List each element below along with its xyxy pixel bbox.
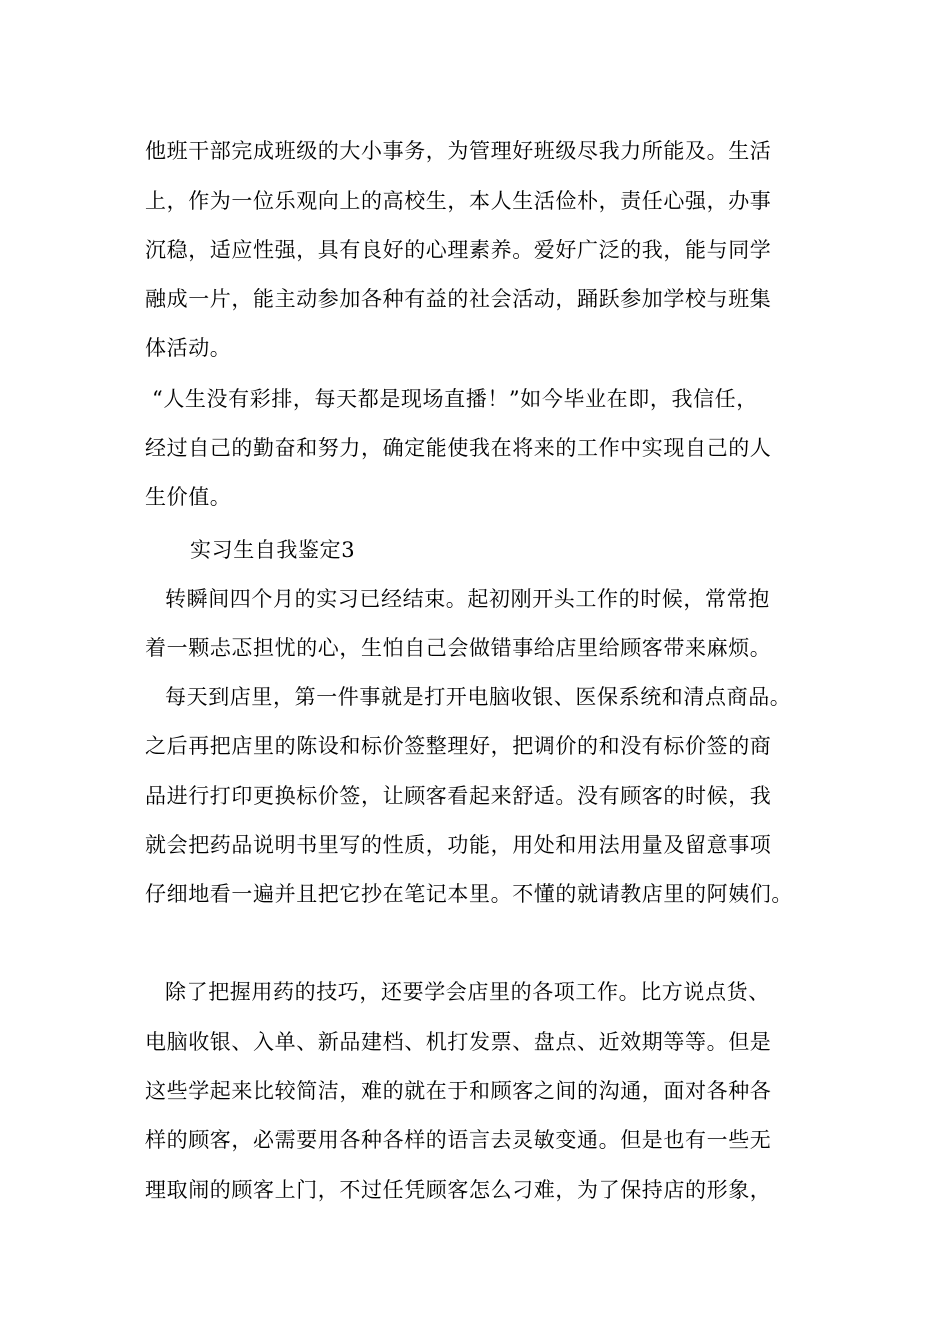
text-line: 经过自己的勤奋和努力，确定能使我在将来的工作中实现自己的人	[145, 436, 772, 460]
text-line: 就会把药品说明书里写的性质，功能，用处和用法用量及留意事项	[145, 833, 772, 857]
text-line: 之后再把店里的陈设和标价签整理好，把调价的和没有标价签的商	[145, 734, 772, 758]
text-line: 仔细地看一遍并且把它抄在笔记本里。不懂的就请教店里的阿姨们。	[145, 882, 793, 906]
text-line: “人生没有彩排，每天都是现场直播！”如今毕业在即，我信任，	[152, 387, 758, 411]
text-line: 品进行打印更换标价签，让顾客看起来舒适。没有顾客的时候，我	[145, 784, 772, 808]
text-line: 融成一片，能主动参加各种有益的社会活动，踊跃参加学校与班集	[145, 287, 772, 311]
text-line: 每天到店里，第一件事就是打开电脑收银、医保系统和清点商品。	[165, 685, 792, 709]
text-line: 上，作为一位乐观向上的高校生，本人生活俭朴，责任心强，办事	[145, 189, 772, 213]
text-line: 生价值。	[145, 485, 232, 509]
text-line: 电脑收银、入单、新品建档、机打发票、盘点、近效期等等。但是	[145, 1030, 772, 1054]
text-line: 理取闹的顾客上门，不过任凭顾客怎么刁难，为了保持店的形象，	[145, 1178, 772, 1202]
text-line: 除了把握用药的技巧，还要学会店里的各项工作。比方说点货、	[165, 980, 770, 1004]
text-line: 沉稳，适应性强，具有良好的心理素养。爱好广泛的我，能与同学	[145, 238, 772, 262]
text-line: 这些学起来比较简洁，难的就在于和顾客之间的沟通，面对各种各	[145, 1079, 772, 1103]
section-heading: 实习生自我鉴定3	[190, 538, 356, 562]
text-line: 体活动。	[145, 336, 232, 360]
text-line: 他班干部完成班级的大小事务，为管理好班级尽我力所能及。生活	[145, 139, 772, 163]
text-line: 转瞬间四个月的实习已经结束。起初刚开头工作的时候，常常抱	[165, 587, 770, 611]
text-line: 着一颗忐忑担忧的心，生怕自己会做错事给店里给顾客带来麻烦。	[145, 636, 772, 660]
text-line: 样的顾客，必需要用各种各样的语言去灵敏变通。但是也有一些无	[145, 1128, 772, 1152]
